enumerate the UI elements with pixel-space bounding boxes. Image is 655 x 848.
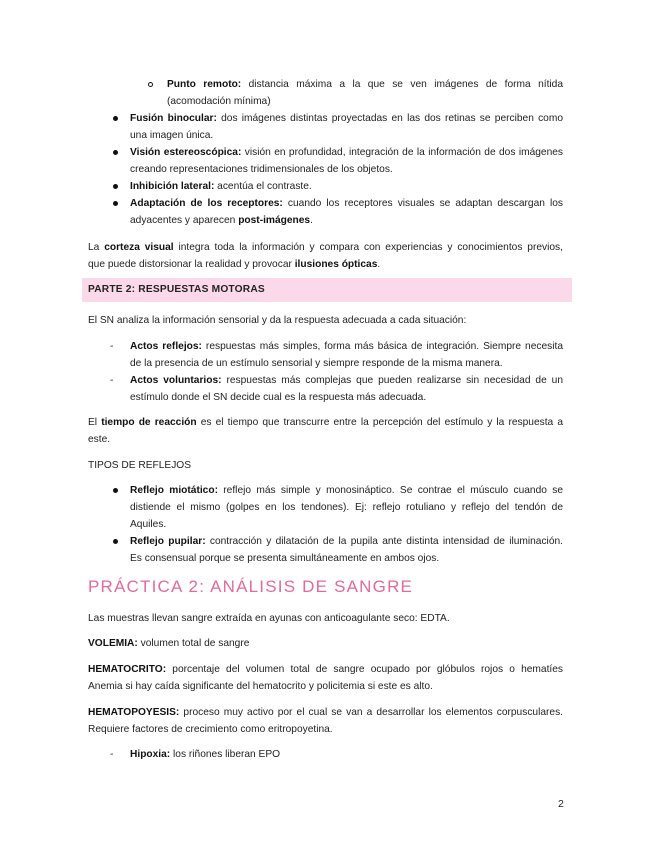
hematocrito-line-1: HEMATOCRITO: porcentaje del volumen total de sangre ocupado por glóbulos rojos o hematíes <box>88 664 563 675</box>
vision-estereo-line-1: Visión estereoscópica: visión en profundidad, integración de la información de dos imágenes <box>130 147 563 158</box>
actos-voluntarios-line-1: Actos voluntarios: respuestas más complejas que pueden realizarse sin necesidad de un <box>130 375 563 386</box>
tiempo-reaccion-line-2: este. <box>88 434 111 445</box>
actos-reflejos-line-2: de la presencia de un estímulo sensorial y siempre responde de la misma manera. <box>130 358 503 369</box>
adaptacion-line-1: Adaptación de los receptores: cuando los receptores visuales se adaptan descargan los <box>130 198 563 209</box>
inhibicion-line: Inhibición lateral: acentúa el contraste. <box>130 181 312 192</box>
vision-estereo-line-2: creando representaciones tridimensionales de los objetos. <box>130 164 393 175</box>
volemia-line: VOLEMIA: volumen total de sangre <box>88 638 250 649</box>
punto-remoto-term: Punto remoto: <box>167 79 242 90</box>
corteza-line-1: La corteza visual integra toda la información y compara con experiencias y conocimientos previos, <box>88 242 563 253</box>
miotatico-line-1: Reflejo miotático: reflejo más simple y monosináptico. Se contrae el músculo cuando se <box>130 485 563 496</box>
fusion-line-2: una imagen única. <box>130 130 214 141</box>
muestras-line: Las muestras llevan sangre extraída en ayunas con anticoagulante seco: EDTA. <box>88 613 450 624</box>
page-number: 2 <box>558 798 564 810</box>
miotatico-line-3: Aquiles. <box>130 519 167 530</box>
circle-bullet-icon <box>148 76 153 93</box>
adaptacion-line-2: adyacentes y aparecen post-imágenes. <box>130 215 313 226</box>
pupilar-line-1: Reflejo pupilar: contracción y dilatación de la pupila ante distinta intensidad de iluminación. <box>130 536 563 547</box>
bullet-icon <box>113 195 118 212</box>
bullet-icon <box>113 144 118 161</box>
fusion-line-1: Fusión binocular: dos imágenes distintas proyectadas en las dos retinas se perciben como <box>130 113 563 124</box>
section-header-band <box>82 278 572 302</box>
hematopoyesis-line-1: HEMATOPOYESIS: proceso muy activo por el cual se van a desarrollar los elementos corpusculares. <box>88 707 563 718</box>
tiempo-reaccion-line-1: El tiempo de reacción es el tiempo que transcurre entre la percepción del estímulo y la respuesta a <box>88 417 563 428</box>
bullet-icon <box>113 533 118 550</box>
section-title: PARTE 2: RESPUESTAS MOTORAS <box>88 284 265 295</box>
dash-bullet: - <box>110 375 114 386</box>
punto-remoto-line-1: Punto remoto: distancia máxima a la que se ven imágenes de forma nítida <box>167 79 563 90</box>
punto-remoto-line-2: (acomodación mínima) <box>167 96 271 107</box>
bullet-icon <box>113 110 118 127</box>
bullet-icon <box>113 178 118 195</box>
hematopoyesis-line-2: Requiere factores de crecimiento como eritropoyetina. <box>88 724 333 735</box>
hipoxia-line: Hipoxia: los riñones liberan EPO <box>130 749 281 760</box>
tipos-reflejos-title: TIPOS DE REFLEJOS <box>88 460 192 471</box>
practica-heading: PRÁCTICA 2: ANÁLISIS DE SANGRE <box>88 577 414 596</box>
pupilar-line-2: Es consensual porque se presenta simultáneamente en ambos ojos. <box>130 553 440 564</box>
actos-voluntarios-line-2: estímulo donde el SN decide cual es la respuesta más adecuada. <box>130 392 427 403</box>
actos-reflejos-line-1: Actos reflejos: respuestas más simples, forma más básica de integración. Siempre necesita <box>130 341 563 352</box>
miotatico-line-2: distiende el mismo (golpes en los tendones). Ej: reflejo rotuliano y reflejo del tendón de <box>130 502 563 513</box>
bullet-icon <box>113 482 118 499</box>
dash-bullet: - <box>110 341 114 352</box>
part2-intro: El SN analiza la información sensorial y da la respuesta adecuada a cada situación: <box>88 315 467 326</box>
hematocrito-line-2: Anemia si hay caída significante del hematocrito y policitemia si este es alto. <box>88 681 433 692</box>
dash-bullet: - <box>110 749 114 760</box>
corteza-line-2: que puede distorsionar la realidad y provocar ilusiones ópticas. <box>88 259 381 270</box>
